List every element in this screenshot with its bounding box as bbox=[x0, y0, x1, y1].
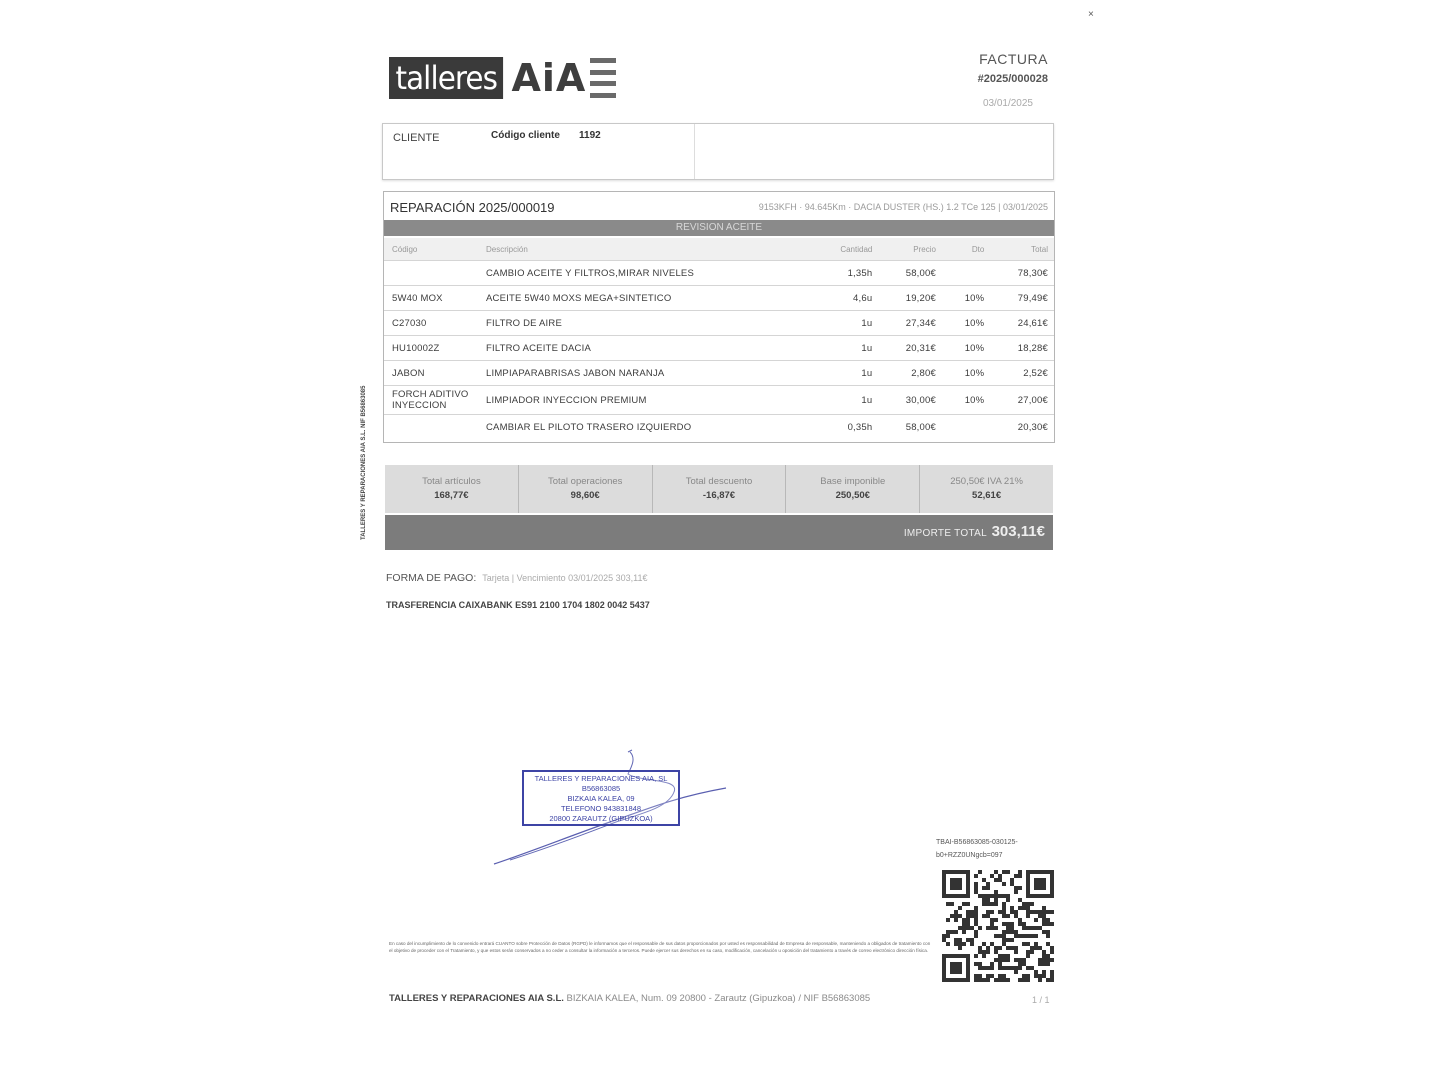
client-code: 1192 bbox=[579, 130, 601, 141]
item-description: FILTRO ACEITE DACIA bbox=[478, 336, 794, 361]
payment-label: FORMA DE PAGO: bbox=[386, 572, 477, 584]
item-price: 2,80€ bbox=[878, 361, 942, 386]
items-table bbox=[384, 238, 1054, 439]
grand-total-value: 303,11€ bbox=[991, 523, 1045, 540]
item-code: C27030 bbox=[384, 311, 478, 336]
payment-method bbox=[386, 572, 648, 584]
item-total: 20,30€ bbox=[990, 415, 1054, 440]
table-row bbox=[384, 261, 1054, 286]
logo-word: talleres bbox=[389, 57, 503, 99]
item-price: 30,00€ bbox=[878, 386, 942, 415]
table-row bbox=[384, 386, 1054, 415]
total-value: 250,50€ bbox=[835, 490, 870, 501]
item-quantity: 1u bbox=[794, 386, 878, 415]
client-code-label: Código cliente bbox=[491, 130, 560, 141]
col-price: Precio bbox=[878, 238, 942, 261]
item-price: 58,00€ bbox=[878, 415, 942, 440]
table-row bbox=[384, 311, 1054, 336]
repair-vehicle-info: 9153KFH · 94.645Km · DACIA DUSTER (HS.) 1.2 TCe 125 | 03/01/2025 bbox=[758, 202, 1048, 212]
qr-code-icon bbox=[942, 870, 1054, 982]
page-number: 1 / 1 bbox=[1032, 995, 1050, 1005]
total-label: 250,50€ IVA 21% bbox=[950, 476, 1023, 487]
ticketbai-code: TBAI-B56863085-030125-b0+RZZ0UNgcb=097 bbox=[936, 839, 1018, 859]
company-stamp bbox=[490, 748, 730, 870]
item-quantity: 1u bbox=[794, 336, 878, 361]
col-code: Código bbox=[384, 238, 478, 261]
item-code bbox=[384, 415, 478, 440]
stamp-line: BIZKAIA KALEA, 09 bbox=[567, 794, 635, 803]
item-description: CAMBIO ACEITE Y FILTROS,MIRAR NIVELES bbox=[478, 261, 794, 286]
item-price: 19,20€ bbox=[878, 286, 942, 311]
logo-bars-icon bbox=[590, 58, 616, 98]
total-value: 52,61€ bbox=[972, 490, 1002, 501]
total-articles bbox=[385, 465, 519, 513]
item-discount: 10% bbox=[942, 361, 990, 386]
item-price: 58,00€ bbox=[878, 261, 942, 286]
footer bbox=[389, 993, 870, 1004]
total-label: Total descuento bbox=[685, 476, 753, 487]
item-quantity: 1,35h bbox=[794, 261, 878, 286]
item-quantity: 0,35h bbox=[794, 415, 878, 440]
side-company-text: TALLERES Y REPARACIONES AIA S.L. NIF B56863085 bbox=[361, 385, 367, 540]
item-total: 79,49€ bbox=[990, 286, 1054, 311]
vat-amount bbox=[920, 465, 1053, 513]
logo-brand: AiA bbox=[511, 56, 587, 100]
item-discount bbox=[942, 415, 990, 440]
bank-transfer: TRASFERENCIA CAIXABANK ES91 2100 1704 1802 0042 5437 bbox=[386, 600, 650, 610]
total-label: Total operaciones bbox=[547, 476, 623, 487]
item-price: 27,34€ bbox=[878, 311, 942, 336]
total-label: Total artículos bbox=[422, 476, 481, 487]
items-header-row bbox=[384, 238, 1054, 261]
item-discount: 10% bbox=[942, 286, 990, 311]
client-label: CLIENTE bbox=[393, 132, 440, 144]
client-box bbox=[382, 123, 1054, 180]
item-code: 5W40 MOX bbox=[384, 286, 478, 311]
invoice-date: 03/01/2025 bbox=[982, 98, 1033, 109]
grand-total-label: IMPORTE TOTAL bbox=[903, 528, 987, 539]
item-total: 2,52€ bbox=[990, 361, 1054, 386]
total-discount bbox=[653, 465, 787, 513]
totals-bar bbox=[385, 465, 1053, 513]
item-code: HU10002Z bbox=[384, 336, 478, 361]
item-description: CAMBIAR EL PILOTO TRASERO IZQUIERDO bbox=[478, 415, 794, 440]
repair-box bbox=[383, 191, 1055, 443]
item-code: JABON bbox=[384, 361, 478, 386]
item-total: 18,28€ bbox=[990, 336, 1054, 361]
item-quantity: 1u bbox=[794, 361, 878, 386]
stamp-line: TELEFONO 943831848 bbox=[560, 804, 642, 813]
item-price: 20,31€ bbox=[878, 336, 942, 361]
footer-address: BIZKAIA KALEA, Num. 09 20800 - Zarautz (Gipuzkoa) / NIF B56863085 bbox=[566, 993, 871, 1004]
item-total: 24,61€ bbox=[990, 311, 1054, 336]
grand-total-bar bbox=[385, 515, 1053, 550]
item-description: LIMPIADOR INYECCION PREMIUM bbox=[478, 386, 794, 415]
table-row bbox=[384, 286, 1054, 311]
item-discount bbox=[942, 261, 990, 286]
taxable-base bbox=[786, 465, 920, 513]
stamp-line: 20800 ZARAUTZ (GIPUZKOA) bbox=[549, 814, 653, 823]
item-description: FILTRO DE AIRE bbox=[478, 311, 794, 336]
item-code bbox=[384, 261, 478, 286]
close-icon[interactable]: × bbox=[1088, 9, 1094, 20]
payment-value: Tarjeta | Vencimiento 03/01/2025 303,11€ bbox=[482, 573, 648, 583]
total-operations bbox=[519, 465, 653, 513]
stamp-box bbox=[522, 770, 680, 826]
item-quantity: 4,6u bbox=[794, 286, 878, 311]
invoice-number: #2025/000028 bbox=[977, 73, 1048, 85]
total-label: Base imponible bbox=[820, 476, 886, 487]
total-value: 98,60€ bbox=[570, 490, 600, 501]
col-discount: Dto bbox=[942, 238, 990, 261]
repair-section-title: REVISION ACEITE bbox=[384, 220, 1054, 236]
invoice-title: FACTURA bbox=[979, 51, 1048, 67]
col-quantity: Cantidad bbox=[794, 238, 878, 261]
total-value: -16,87€ bbox=[702, 490, 736, 501]
stamp-line: TALLERES Y REPARACIONES AIA, SL bbox=[534, 774, 668, 783]
table-row bbox=[384, 336, 1054, 361]
col-description: Descripción bbox=[478, 238, 794, 261]
item-description: ACEITE 5W40 MOXS MEGA+SINTETICO bbox=[478, 286, 794, 311]
table-row bbox=[384, 361, 1054, 386]
company-logo bbox=[389, 57, 616, 99]
table-row bbox=[384, 415, 1054, 440]
legal-notice: En caso del incumplimiento de lo convenido entrará CUANTO sobre Protección de Datos (RGPD) le informamos que el responsable de sus datos proporcionados por usted es responsabilidad de Empresa de responsable, manteniendo a obligados de tratamiento con el objetivo de proceder con el Tratamiento, y que estos serán conservados a no ceder a consultar la información a terceros. Puede ejercer sus derechos en su caso, modificación, cancelación u oposición del tratamiento a través de correo electrónico dirección física. bbox=[389, 941, 931, 954]
repair-title: REPARACIÓN 2025/000019 bbox=[390, 200, 555, 215]
item-discount: 10% bbox=[942, 386, 990, 415]
item-discount: 10% bbox=[942, 336, 990, 361]
client-divider bbox=[694, 124, 695, 179]
stamp-line: B56863085 bbox=[581, 784, 621, 793]
item-total: 27,00€ bbox=[990, 386, 1054, 415]
footer-company: TALLERES Y REPARACIONES AIA S.L. bbox=[389, 993, 564, 1004]
item-quantity: 1u bbox=[794, 311, 878, 336]
item-code: FORCH ADITIVO INYECCION bbox=[384, 386, 478, 415]
col-total: Total bbox=[990, 238, 1054, 261]
item-description: LIMPIAPARABRISAS JABON NARANJA bbox=[478, 361, 794, 386]
total-value: 168,77€ bbox=[434, 490, 469, 501]
item-discount: 10% bbox=[942, 311, 990, 336]
item-total: 78,30€ bbox=[990, 261, 1054, 286]
